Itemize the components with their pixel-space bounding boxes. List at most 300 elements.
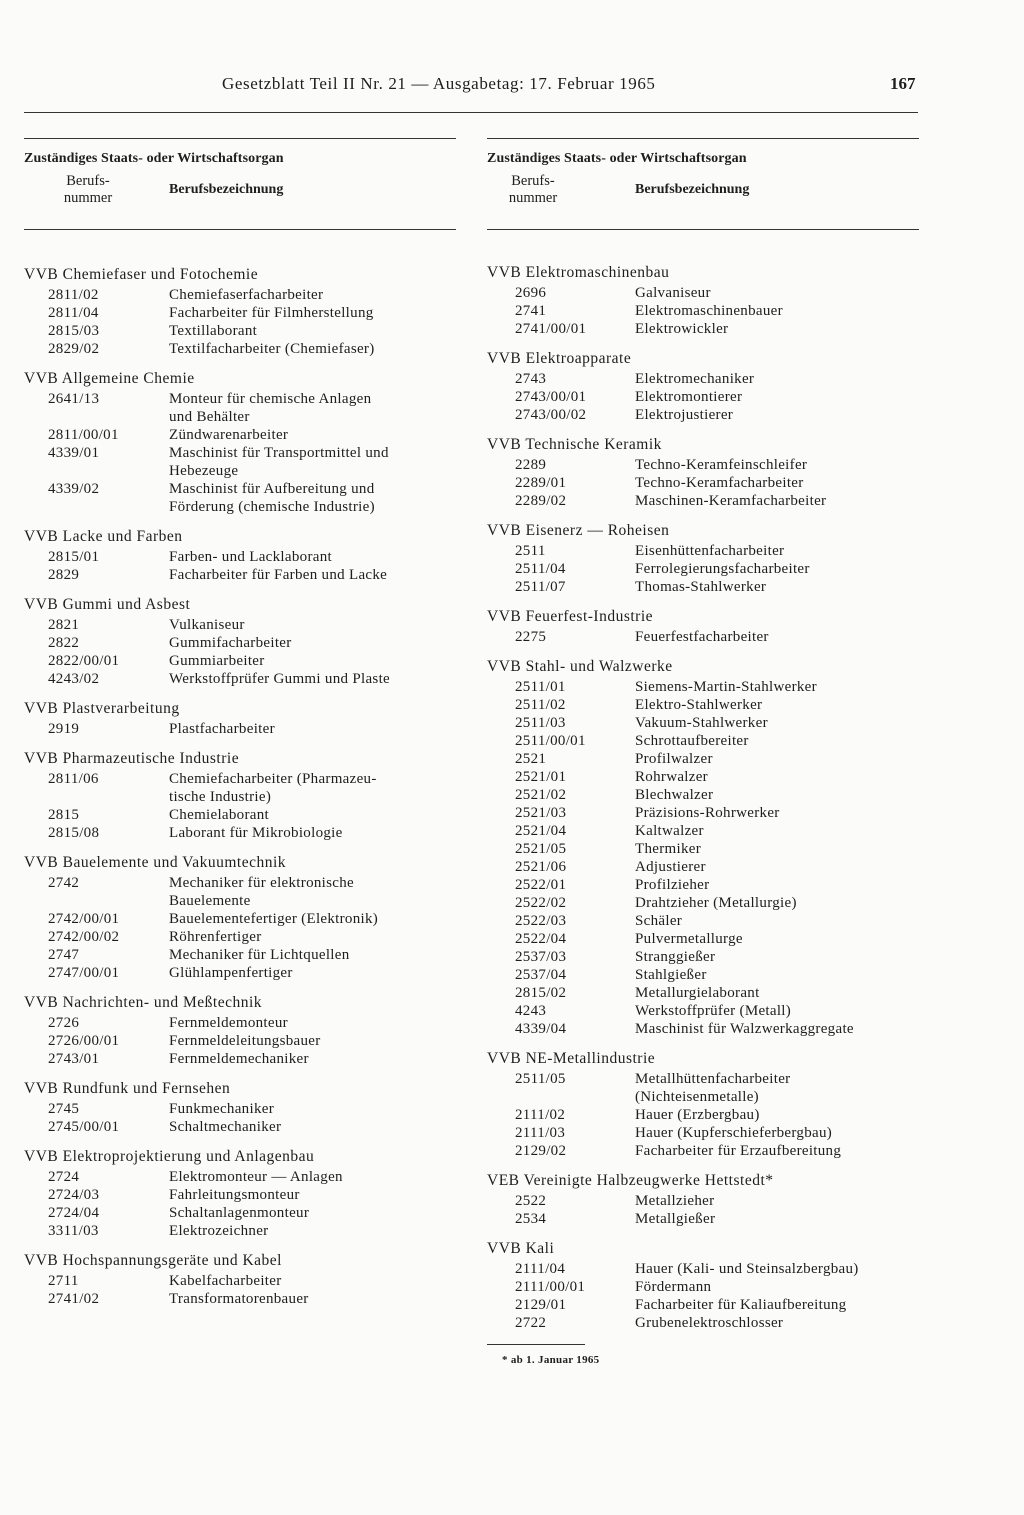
berufsbezeichnung xyxy=(635,406,919,424)
berufsbezeichnung-line: Thermiker xyxy=(635,841,702,857)
table-row xyxy=(487,406,919,424)
berufsnummer: 2111/02 xyxy=(515,1107,566,1123)
berufsnummer: 2111/04 xyxy=(515,1261,566,1277)
table-row xyxy=(24,480,456,516)
group-title: VVB Elektroapparate xyxy=(487,350,632,367)
table-row xyxy=(24,910,456,928)
berufsbezeichnung-line: Thomas-Stahlwerker xyxy=(635,579,767,595)
page-number: 167 xyxy=(890,74,916,93)
table-row xyxy=(487,1002,919,1020)
berufsbezeichnung-line: Hauer (Erzbergbau) xyxy=(635,1107,760,1123)
berufsbezeichnung-line: Maschinist für Aufbereitung und xyxy=(169,481,375,497)
berufsnummer: 2741 xyxy=(515,303,547,319)
berufsbezeichnung xyxy=(169,1100,456,1118)
group-title: VVB Elektroprojektierung und Anlagenbau xyxy=(24,1148,315,1165)
berufsnummer: 2747/00/01 xyxy=(48,965,120,981)
berufsbezeichnung-line: Chemiefaserfacharbeiter xyxy=(169,287,324,303)
berufsbezeichnung-line: Röhrenfertiger xyxy=(169,929,262,945)
footnote-rule xyxy=(487,1344,585,1345)
organ-group xyxy=(487,1172,919,1228)
berufsbezeichnung xyxy=(635,1260,919,1278)
berufsnummer: 2724/04 xyxy=(48,1205,100,1221)
berufsbezeichnung xyxy=(169,1014,456,1032)
table-row xyxy=(487,560,919,578)
berufsnummer: 2742 xyxy=(48,875,80,891)
berufsbezeichnung-line: Techno-Keramfeinschleifer xyxy=(635,457,808,473)
berufsnummer: 2815/01 xyxy=(48,549,100,565)
berufsnummer: 2111/03 xyxy=(515,1125,566,1141)
table-row xyxy=(487,930,919,948)
berufsbezeichnung xyxy=(635,560,919,578)
table-row xyxy=(24,390,456,426)
berufsbezeichnung xyxy=(169,1290,456,1308)
berufsbezeichnung xyxy=(635,894,919,912)
table-row xyxy=(487,714,919,732)
berufsbezeichnung xyxy=(635,542,919,560)
table-row xyxy=(487,1260,919,1278)
table-row xyxy=(487,1210,919,1228)
berufsbezeichnung-line: Metallhüttenfacharbeiter xyxy=(635,1071,791,1087)
berufsbezeichnung-line: Textillaborant xyxy=(169,323,258,339)
group-title: VVB Elektromaschinenbau xyxy=(487,264,670,281)
berufsbezeichnung-line: Elektrojustierer xyxy=(635,407,734,423)
berufsnummer: 2815/02 xyxy=(515,985,567,1001)
berufsnummer: 2743/00/01 xyxy=(515,389,587,405)
table-row xyxy=(487,1124,919,1142)
table-row xyxy=(487,388,919,406)
berufsbezeichnung-line: Hebezeuge xyxy=(169,463,239,479)
berufsbezeichnung-line: Galvaniseur xyxy=(635,285,711,301)
berufsbezeichnung-line: Facharbeiter für Erzaufbereitung xyxy=(635,1143,842,1159)
berufsbezeichnung-line: Mechaniker für Lichtquellen xyxy=(169,947,350,963)
berufsbezeichnung xyxy=(635,492,919,510)
table-row xyxy=(24,1118,456,1136)
organ-group xyxy=(24,994,456,1068)
berufsnummer: 2522/01 xyxy=(515,877,567,893)
berufsbezeichnung-line: Hauer (Kali- und Steinsalzbergbau) xyxy=(635,1261,859,1277)
berufsnummer: 2815/08 xyxy=(48,825,100,841)
berufsbezeichnung xyxy=(635,876,919,894)
berufsnummer: 2811/00/01 xyxy=(48,427,119,443)
table-row xyxy=(487,1070,919,1106)
table-row xyxy=(24,634,456,652)
berufsbezeichnung-line: Fördermann xyxy=(635,1279,712,1295)
group-title: VVB Rundfunk und Fernsehen xyxy=(24,1080,231,1097)
table-row xyxy=(487,302,919,320)
table-row xyxy=(24,1050,456,1068)
table-row xyxy=(487,894,919,912)
berufsnummer: 2822 xyxy=(48,635,80,651)
berufsbezeichnung xyxy=(169,444,456,480)
berufsnummer: 2747 xyxy=(48,947,80,963)
berufsnummer: 2711 xyxy=(48,1273,79,1289)
berufsbezeichnung xyxy=(169,1118,456,1136)
berufsbezeichnung-line: Facharbeiter für Farben und Lacke xyxy=(169,567,388,583)
berufsbezeichnung xyxy=(169,390,456,426)
organ-group xyxy=(487,1050,919,1160)
table-row xyxy=(487,822,919,840)
berufsbezeichnung xyxy=(635,320,919,338)
berufsbezeichnung-line: Funkmechaniker xyxy=(169,1101,275,1117)
table-row xyxy=(487,732,919,750)
berufsnummer: 2289 xyxy=(515,457,547,473)
berufsbezeichnung xyxy=(169,1168,456,1186)
berufsbezeichnung-line: Metallzieher xyxy=(635,1193,715,1209)
berufsnummer: 2275 xyxy=(515,629,547,645)
berufsbezeichnung-line: Schäler xyxy=(635,913,683,929)
table-row xyxy=(487,628,919,646)
left-column xyxy=(24,138,456,1320)
group-title: VVB Nachrichten- und Meßtechnik xyxy=(24,994,263,1011)
berufsnummer: 2521/05 xyxy=(515,841,567,857)
group-title: VVB Eisenerz — Roheisen xyxy=(487,522,670,539)
table-row xyxy=(24,1032,456,1050)
berufsbezeichnung xyxy=(635,768,919,786)
table-row xyxy=(487,678,919,696)
berufsbezeichnung-line: Fernmeldemechaniker xyxy=(169,1051,309,1067)
organ-group xyxy=(487,436,919,510)
berufsbezeichnung-line: Facharbeiter für Kaliaufbereitung xyxy=(635,1297,847,1313)
berufsbezeichnung-line: Vulkaniseur xyxy=(169,617,245,633)
berufsnummer: 2511/03 xyxy=(515,715,566,731)
berufsbezeichnung-line: Adjustierer xyxy=(635,859,706,875)
berufsbezeichnung-line: Rohrwalzer xyxy=(635,769,708,785)
group-title: VVB Allgemeine Chemie xyxy=(24,370,195,387)
berufsnummer: 2726/00/01 xyxy=(48,1033,120,1049)
berufsbezeichnung xyxy=(635,858,919,876)
berufsbezeichnung-line: Maschinist für Walzwerkaggregate xyxy=(635,1021,854,1037)
berufsbezeichnung-line: Plastfacharbeiter xyxy=(169,721,275,737)
berufsbezeichnung-line: Mechaniker für elektronische xyxy=(169,875,354,891)
group-title: VVB Technische Keramik xyxy=(487,436,662,453)
berufsbezeichnung xyxy=(169,910,456,928)
berufsbezeichnung xyxy=(169,946,456,964)
berufsbezeichnung xyxy=(635,370,919,388)
page-header xyxy=(0,74,1024,104)
table-row xyxy=(24,824,456,842)
berufsbezeichnung-line: Facharbeiter für Filmherstellung xyxy=(169,305,374,321)
table-row xyxy=(487,750,919,768)
table-row xyxy=(24,340,456,358)
berufsbezeichnung xyxy=(169,480,456,516)
berufsnummer: 2743/00/02 xyxy=(515,407,587,423)
berufsbezeichnung xyxy=(635,912,919,930)
berufsbezeichnung-line: Chemielaborant xyxy=(169,807,270,823)
table-row xyxy=(24,770,456,806)
berufsbezeichnung xyxy=(635,732,919,750)
group-title: VEB Vereinigte Halbzeugwerke Hettstedt* xyxy=(487,1172,774,1189)
berufsbezeichnung-line: Bauelementefertiger (Elektronik) xyxy=(169,911,379,927)
berufsbezeichnung xyxy=(635,948,919,966)
berufsnummer: 2743/01 xyxy=(48,1051,100,1067)
berufsnummer: 4243/02 xyxy=(48,671,100,687)
berufsnummer: 2745/00/01 xyxy=(48,1119,120,1135)
berufsbezeichnung-line: und Behälter xyxy=(169,409,250,425)
berufsbezeichnung xyxy=(169,616,456,634)
berufsbezeichnung xyxy=(635,786,919,804)
table-row xyxy=(487,1142,919,1160)
berufsbezeichnung-line: Hauer (Kupferschieferbergbau) xyxy=(635,1125,833,1141)
table-row xyxy=(24,1186,456,1204)
table-row xyxy=(24,286,456,304)
right-groups xyxy=(487,264,919,1332)
berufsnummer: 2511/07 xyxy=(515,579,566,595)
berufsbezeichnung xyxy=(635,984,919,1002)
table-row xyxy=(24,1014,456,1032)
berufsbezeichnung-line: Schaltanlagenmonteur xyxy=(169,1205,310,1221)
berufsbezeichnung-line: Fahrleitungsmonteur xyxy=(169,1187,300,1203)
table-row xyxy=(487,912,919,930)
berufsbezeichnung xyxy=(169,720,456,738)
berufsnummer: 2811/02 xyxy=(48,287,99,303)
table-row xyxy=(487,284,919,302)
table-row xyxy=(24,928,456,946)
group-title: VVB NE-Metallindustrie xyxy=(487,1050,656,1067)
table-row xyxy=(24,566,456,584)
berufsnummer: 4339/04 xyxy=(515,1021,567,1037)
table-row xyxy=(487,578,919,596)
organ-group xyxy=(487,608,919,646)
berufsbezeichnung xyxy=(169,1032,456,1050)
berufsnummer: 2537/04 xyxy=(515,967,567,983)
berufsnummer-heading xyxy=(48,173,128,207)
berufsbezeichnung xyxy=(635,302,919,320)
berufsbezeichnung-line: Förderung (chemische Industrie) xyxy=(169,499,375,515)
table-row xyxy=(24,304,456,322)
berufsbezeichnung-line: Vakuum-Stahlwerker xyxy=(635,715,768,731)
group-title: VVB Feuerfest-Industrie xyxy=(487,608,654,625)
table-header xyxy=(24,167,456,229)
table-header xyxy=(487,167,919,229)
table-row xyxy=(24,548,456,566)
berufsnummer-heading xyxy=(493,173,573,207)
berufsbezeichnung xyxy=(169,304,456,322)
berufsnummer: 2521/02 xyxy=(515,787,567,803)
berufsbezeichnung xyxy=(635,1296,919,1314)
berufsbezeichnung-line: Fernmeldemonteur xyxy=(169,1015,288,1031)
organ-group xyxy=(24,528,456,584)
berufsbezeichnung xyxy=(169,1222,456,1240)
berufsbezeichnung xyxy=(635,678,919,696)
group-title: VVB Plastverarbeitung xyxy=(24,700,180,717)
berufsnummer: 4339/02 xyxy=(48,481,100,497)
group-title: VVB Bauelemente und Vakuumtechnik xyxy=(24,854,287,871)
berufsbezeichnung-line: Profilwalzer xyxy=(635,751,713,767)
organ-group xyxy=(487,264,919,338)
right-column xyxy=(487,138,919,1366)
organ-group xyxy=(24,596,456,688)
group-title: VVB Chemiefaser und Fotochemie xyxy=(24,266,259,283)
berufsnummer: 2724/03 xyxy=(48,1187,100,1203)
berufsbezeichnung-line: Kabelfacharbeiter xyxy=(169,1273,282,1289)
organ-group xyxy=(487,1240,919,1332)
berufsbezeichnung xyxy=(169,1272,456,1290)
table-row xyxy=(487,966,919,984)
berufsbezeichnung xyxy=(169,670,456,688)
berufsbezeichnung xyxy=(635,1192,919,1210)
berufsnummer: 2919 xyxy=(48,721,80,737)
berufsnummer: 2511/05 xyxy=(515,1071,566,1087)
berufsnummer: 2522/04 xyxy=(515,931,567,947)
berufsbezeichnung-line: Stahlgießer xyxy=(635,967,707,983)
berufsnummer: 2522/02 xyxy=(515,895,567,911)
berufsbezeichnung-line: Elektromaschinenbauer xyxy=(635,303,783,319)
berufsbezeichnung-line: Fernmeldeleitungsbauer xyxy=(169,1033,321,1049)
berufsbezeichnung xyxy=(169,806,456,824)
berufsbezeichnung xyxy=(169,566,456,584)
table-row xyxy=(487,696,919,714)
table-row xyxy=(24,1100,456,1118)
berufsnummer: 2511/04 xyxy=(515,561,566,577)
table-row xyxy=(24,874,456,910)
berufsbezeichnung xyxy=(169,824,456,842)
berufsnummer: 2521/04 xyxy=(515,823,567,839)
berufsbezeichnung-line: Feuerfestfacharbeiter xyxy=(635,629,769,645)
berufsbezeichnung-line: Elektromonteur — Anlagen xyxy=(169,1169,343,1185)
organ-group xyxy=(24,1080,456,1136)
organ-group xyxy=(24,700,456,738)
berufsbezeichnung-line: Techno-Keramfacharbeiter xyxy=(635,475,804,491)
berufsnummer: 2111/00/01 xyxy=(515,1279,586,1295)
berufsnummer: 2289/01 xyxy=(515,475,567,491)
berufsbezeichnung-line: Eisenhüttenfacharbeiter xyxy=(635,543,785,559)
berufsnummer: 2511/02 xyxy=(515,697,566,713)
berufsbezeichnung xyxy=(169,652,456,670)
table-row xyxy=(487,768,919,786)
berufsnummer-heading-line2: nummer xyxy=(63,190,113,206)
berufsbezeichnung-line: Elektro-Stahlwerker xyxy=(635,697,763,713)
berufsbezeichnung xyxy=(635,1314,919,1332)
berufsbezeichnung-line: Stranggießer xyxy=(635,949,716,965)
column-top-rule xyxy=(24,138,456,139)
berufsbezeichnung-line: Bauelemente xyxy=(169,893,251,909)
table-row xyxy=(487,1106,919,1124)
berufsbezeichnung xyxy=(169,770,456,806)
group-title: VVB Pharmazeutische Industrie xyxy=(24,750,240,767)
table-row xyxy=(487,1278,919,1296)
organ-group xyxy=(24,1252,456,1308)
organ-group xyxy=(24,854,456,982)
table-row xyxy=(487,1020,919,1038)
left-groups xyxy=(24,266,456,1308)
berufsnummer: 2511 xyxy=(515,543,546,559)
organ-heading: Zuständiges Staats- oder Wirtschaftsorgan xyxy=(487,151,747,166)
berufsbezeichnung-line: Kaltwalzer xyxy=(635,823,704,839)
berufsbezeichnung xyxy=(169,634,456,652)
berufsbezeichnung-line: Maschinen-Keramfacharbeiter xyxy=(635,493,827,509)
berufsbezeichnung-line: Textilfacharbeiter (Chemiefaser) xyxy=(169,341,375,357)
berufsbezeichnung xyxy=(635,696,919,714)
berufsbezeichnung-line: Gummifacharbeiter xyxy=(169,635,292,651)
berufsbezeichnung-line: tische Industrie) xyxy=(169,789,272,805)
table-row xyxy=(24,964,456,982)
berufsbezeichnung xyxy=(635,1142,919,1160)
berufsbezeichnung xyxy=(169,1050,456,1068)
table-row xyxy=(487,984,919,1002)
table-row xyxy=(487,948,919,966)
berufsbezeichnung-line: Maschinist für Transportmittel und xyxy=(169,445,389,461)
berufsnummer: 2742/00/01 xyxy=(48,911,120,927)
berufsnummer: 2696 xyxy=(515,285,547,301)
organ-group xyxy=(24,266,456,358)
berufsnummer: 2641/13 xyxy=(48,391,100,407)
organ-group xyxy=(24,750,456,842)
table-row xyxy=(24,322,456,340)
berufsnummer-heading-line2: nummer xyxy=(508,190,558,206)
berufsbezeichnung-line: Metallurgielaborant xyxy=(635,985,760,1001)
berufsbezeichnung xyxy=(635,1106,919,1124)
group-title: VVB Stahl- und Walzwerke xyxy=(487,658,673,675)
organ-group xyxy=(24,1148,456,1240)
berufsnummer: 2511/01 xyxy=(515,679,566,695)
berufsbezeichnung xyxy=(635,628,919,646)
berufsbezeichnung-line: Pulvermetallurge xyxy=(635,931,743,947)
berufsbezeichnung-line: Zündwarenarbeiter xyxy=(169,427,289,443)
berufsbezeichnung-line: Werkstoffprüfer Gummi und Plaste xyxy=(169,671,390,687)
berufsnummer: 2743 xyxy=(515,371,547,387)
berufsbezeichnung-line: Farben- und Lacklaborant xyxy=(169,549,332,565)
organ-group xyxy=(487,658,919,1038)
berufsnummer: 2722 xyxy=(515,1315,547,1331)
berufsbezeichnung-line: Blechwalzer xyxy=(635,787,714,803)
berufsbezeichnung-line: Grubenelektroschlosser xyxy=(635,1315,784,1331)
table-row xyxy=(487,542,919,560)
berufsbezeichnung-line: Glühlampenfertiger xyxy=(169,965,293,981)
berufsnummer: 2829 xyxy=(48,567,80,583)
group-title: VVB Kali xyxy=(487,1240,555,1257)
berufsbezeichnung-heading: Berufsbezeichnung xyxy=(169,182,284,197)
berufsnummer: 2129/01 xyxy=(515,1297,567,1313)
berufsbezeichnung xyxy=(169,1186,456,1204)
berufsnummer: 2815 xyxy=(48,807,80,823)
table-row xyxy=(487,456,919,474)
berufsnummer-heading-line1: Berufs- xyxy=(66,173,110,189)
berufsbezeichnung xyxy=(635,456,919,474)
berufsnummer: 2726 xyxy=(48,1015,80,1031)
berufsnummer: 2521/01 xyxy=(515,769,567,785)
berufsnummer: 2521/03 xyxy=(515,805,567,821)
berufsbezeichnung xyxy=(635,804,919,822)
berufsbezeichnung-line: Monteur für chemische Anlagen xyxy=(169,391,372,407)
berufsnummer: 2741/00/01 xyxy=(515,321,587,337)
table-row xyxy=(487,876,919,894)
berufsbezeichnung xyxy=(635,1124,919,1142)
berufsnummer: 2811/06 xyxy=(48,771,99,787)
table-row xyxy=(24,1168,456,1186)
berufsbezeichnung xyxy=(169,426,456,444)
berufsnummer: 2742/00/02 xyxy=(48,929,120,945)
group-title: VVB Gummi und Asbest xyxy=(24,596,191,613)
table-row xyxy=(487,1296,919,1314)
table-row xyxy=(24,946,456,964)
berufsbezeichnung xyxy=(635,1020,919,1038)
table-row xyxy=(24,426,456,444)
berufsbezeichnung-line: Schrottaufbereiter xyxy=(635,733,749,749)
header-title: Gesetzblatt Teil II Nr. 21 — Ausgabetag: 17. Februar 1965 xyxy=(222,74,656,93)
berufsbezeichnung-line: Gummiarbeiter xyxy=(169,653,265,669)
table-row xyxy=(487,474,919,492)
berufsbezeichnung xyxy=(635,750,919,768)
berufsnummer: 4243 xyxy=(515,1003,547,1019)
berufsnummer: 2522 xyxy=(515,1193,547,1209)
berufsnummer: 2521 xyxy=(515,751,547,767)
table-row xyxy=(487,786,919,804)
berufsbezeichnung xyxy=(635,714,919,732)
group-title: VVB Lacke und Farben xyxy=(24,528,183,545)
berufsbezeichnung-line: Siemens-Martin-Stahlwerker xyxy=(635,679,817,695)
table-row xyxy=(24,1272,456,1290)
berufsnummer: 2289/02 xyxy=(515,493,567,509)
